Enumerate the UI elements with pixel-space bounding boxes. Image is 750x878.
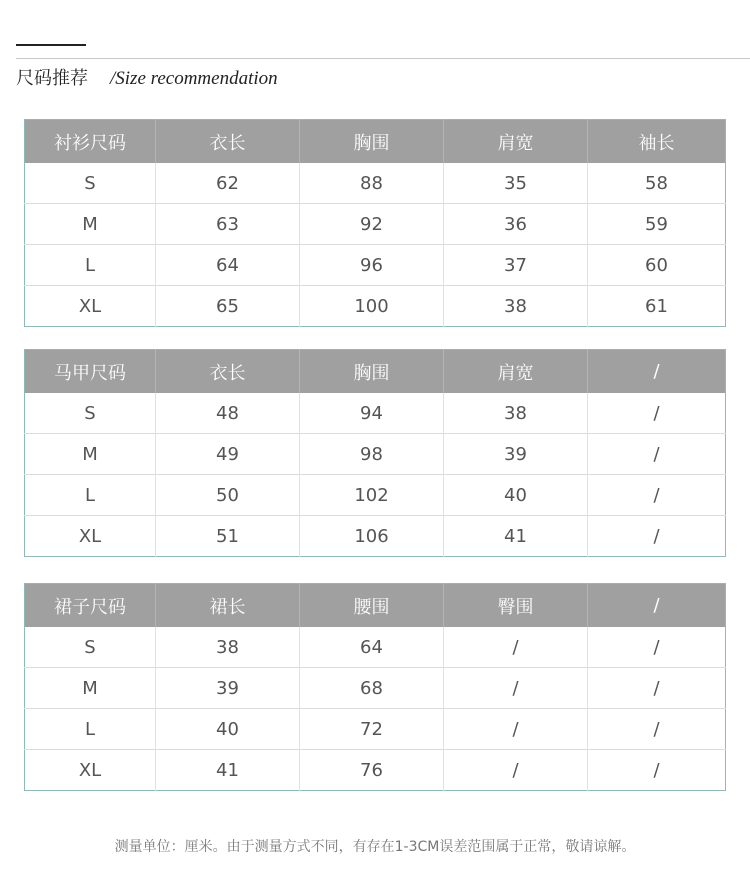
table-row: [25, 434, 726, 475]
table-cell: 92: [300, 204, 444, 245]
vest-size-table: [24, 349, 726, 557]
table-row: [25, 709, 726, 750]
table-cell: S: [25, 163, 156, 204]
heading-accent-line: [16, 44, 86, 46]
table-cell: 106: [300, 516, 444, 557]
header-cell: 腰围: [300, 584, 444, 628]
table-cell: 38: [156, 627, 300, 668]
header-cell: 裙长: [156, 584, 300, 628]
skirt-size-table: [24, 583, 726, 791]
table-cell: /: [444, 709, 588, 750]
table-cell: 61: [588, 286, 726, 327]
header-cell: 衣长: [156, 120, 300, 164]
heading-divider: [16, 58, 750, 59]
table-cell: /: [588, 516, 726, 557]
table-cell: 38: [444, 286, 588, 327]
table-row: [25, 163, 726, 204]
table-cell: /: [588, 750, 726, 791]
table-cell: 37: [444, 245, 588, 286]
table-row: [25, 627, 726, 668]
table-cell: /: [588, 709, 726, 750]
table-cell: /: [444, 668, 588, 709]
table-cell: XL: [25, 750, 156, 791]
table-cell: 39: [444, 434, 588, 475]
table-cell: 68: [300, 668, 444, 709]
header-cell: 胸围: [300, 350, 444, 394]
table-header-row: [25, 120, 726, 164]
table-cell: M: [25, 434, 156, 475]
table-cell: 64: [300, 627, 444, 668]
table-row: [25, 393, 726, 434]
table-row: [25, 750, 726, 791]
table-cell: 62: [156, 163, 300, 204]
table-cell: /: [653, 402, 660, 424]
table-row: [25, 245, 726, 286]
table-cell: S: [25, 393, 156, 434]
table-cell: /: [588, 475, 726, 516]
table-cell: 102: [300, 475, 444, 516]
header-cell: 衬衫尺码: [25, 120, 156, 164]
table-cell: 76: [300, 750, 444, 791]
table-cell: XL: [25, 286, 156, 327]
table-row: [25, 286, 726, 327]
table-cell: M: [25, 668, 156, 709]
table-cell: 63: [156, 204, 300, 245]
table-cell: 98: [300, 434, 444, 475]
header-cell: 袖长: [588, 120, 726, 164]
table-cell: 59: [588, 204, 726, 245]
table-row: [25, 668, 726, 709]
table-cell: 40: [444, 475, 588, 516]
shirt-size-table: [24, 119, 726, 327]
heading-title-en: /Size recommendation: [110, 68, 278, 89]
table-header-row: [25, 584, 726, 628]
table-row: [25, 475, 726, 516]
table-cell: 50: [156, 475, 300, 516]
table-cell: 39: [156, 668, 300, 709]
table-cell: 38: [444, 393, 588, 434]
table-cell: 94: [300, 393, 444, 434]
table-cell: 48: [156, 393, 300, 434]
section-heading: [16, 64, 278, 92]
table-cell: 36: [444, 204, 588, 245]
header-cell: 衣长: [156, 350, 300, 394]
table-cell: 41: [156, 750, 300, 791]
table-cell: 65: [156, 286, 300, 327]
table-header-row: [25, 350, 726, 394]
table-cell: 35: [444, 163, 588, 204]
table-cell: L: [25, 709, 156, 750]
table-cell: /: [444, 627, 588, 668]
table-cell: 58: [645, 172, 668, 194]
header-cell: /: [588, 584, 726, 628]
header-cell: 胸围: [300, 120, 444, 164]
table-cell: XL: [25, 516, 156, 557]
table-row: [25, 204, 726, 245]
heading-title-cn: 尺码推荐: [16, 68, 88, 89]
table-cell: 41: [444, 516, 588, 557]
table-cell: /: [444, 750, 588, 791]
table-cell: 40: [156, 709, 300, 750]
table-cell: /: [588, 668, 726, 709]
table-cell: 96: [300, 245, 444, 286]
table-cell: 49: [156, 434, 300, 475]
table-cell: L: [25, 475, 156, 516]
measurement-footnote: 测量单位：厘米。由于测量方式不同，有存在1-3CM误差范围属于正常，敬请谅解。: [114, 839, 636, 855]
table-cell: /: [588, 434, 726, 475]
header-cell: 裙子尺码: [25, 584, 156, 628]
table-cell: 51: [156, 516, 300, 557]
header-cell: 肩宽: [444, 350, 588, 394]
table-cell: 60: [588, 245, 726, 286]
header-cell: 臀围: [444, 584, 588, 628]
table-cell: S: [25, 627, 156, 668]
table-cell: 72: [300, 709, 444, 750]
table-cell: 100: [300, 286, 444, 327]
table-cell: M: [25, 204, 156, 245]
table-cell: /: [653, 636, 660, 658]
header-cell: /: [588, 350, 726, 394]
table-cell: 64: [156, 245, 300, 286]
header-cell: 马甲尺码: [25, 350, 156, 394]
table-cell: L: [25, 245, 156, 286]
header-cell: 肩宽: [444, 120, 588, 164]
table-cell: 88: [300, 163, 444, 204]
table-row: [25, 516, 726, 557]
